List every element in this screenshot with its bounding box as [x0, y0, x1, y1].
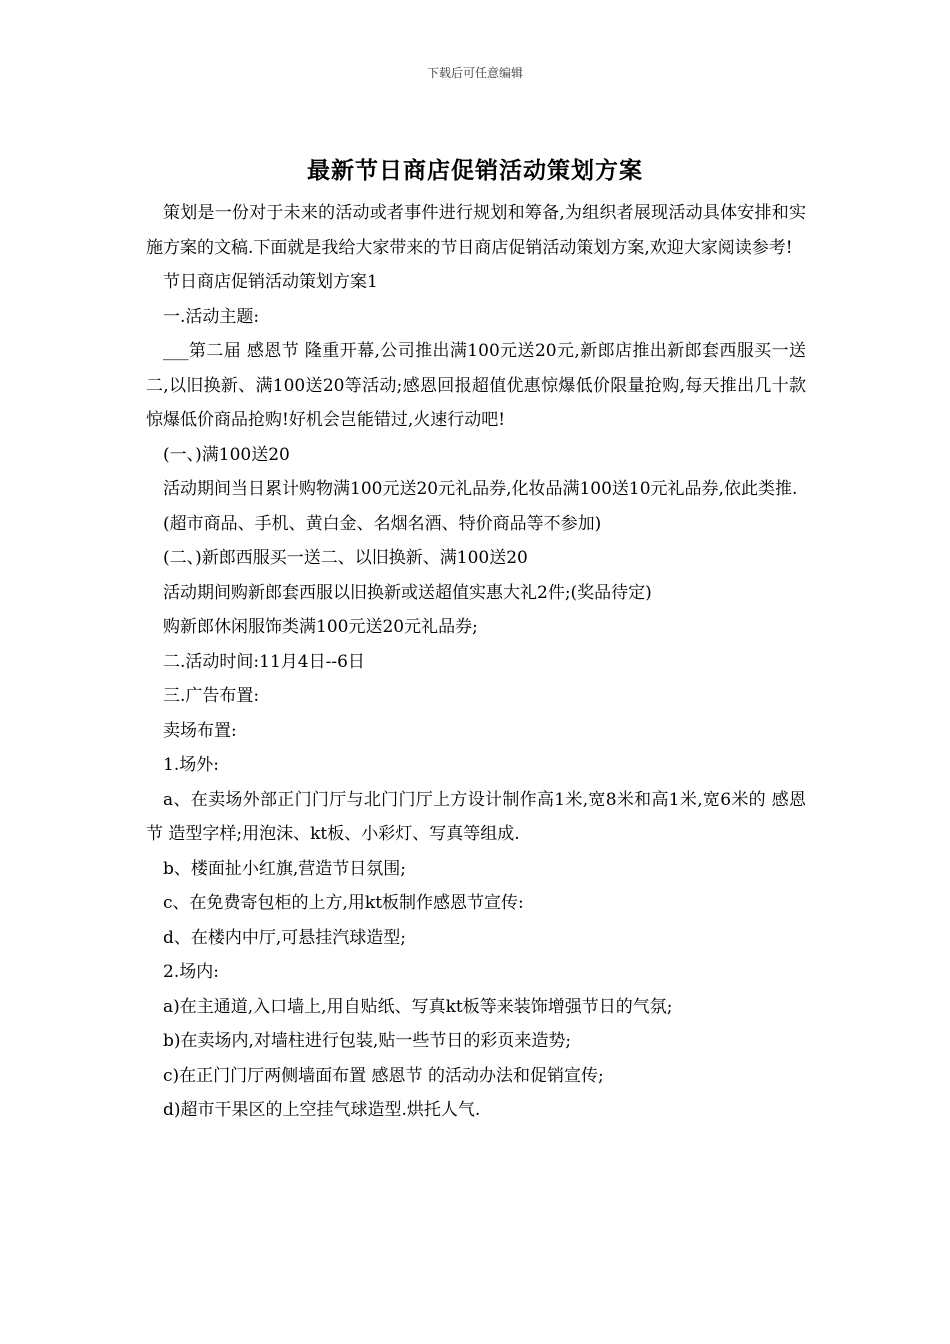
subheading-offer-1: (一、)满100送20 [163, 444, 290, 465]
intro-paragraph: 策划是一份对于未来的活动或者事件进行规划和筹备,为组织者展现活动具体安排和实施方案的文稿.下面就是我给大家带来的节日商店促销活动策划方案,欢迎大家阅读参考! [146, 203, 806, 258]
list-item-indoor-c: c)在正门门厅两侧墙面布置 感恩节 的活动办法和促销宣传; [163, 1065, 604, 1086]
list-item-outdoor-b: b、楼面扯小红旗,营造节日氛围; [163, 858, 407, 879]
list-item-indoor-b: b)在卖场内,对墙柱进行包装,贴一些节日的彩页来造势; [163, 1031, 572, 1051]
paragraph-theme-detail: ___第二届 感恩节 隆重开幕,公司推出满100元送20元,新郎店推出新郎套西服买一送二,以旧换新、满100送20等活动;感恩回报超值优惠惊爆低价限量抢购,每天推出几十款惊爆低价商品抢购!好机会岂能错过,火速行动吧! [146, 341, 806, 430]
list-item-outdoor-d: d、在楼内中厅,可悬挂汽球造型; [163, 927, 407, 948]
page-header-note: 下载后可任意编辑 [426, 66, 523, 80]
paragraph-offer-1-exclusions: (超市商品、手机、黄白金、名烟名酒、特价商品等不参加) [163, 513, 602, 534]
list-item-indoor-a: a)在主通道,入口墙上,用自贴纸、写真kt板等来装饰增强节日的气氛; [163, 996, 673, 1017]
section-heading-plan-1: 节日商店促销活动策划方案1 [163, 272, 378, 292]
heading-activity-time: 二.活动时间:11月4日--6日 [163, 651, 365, 672]
paragraph-offer-2-casual: 购新郎休闲服饰类满100元送20元礼品券; [163, 617, 478, 637]
subheading-indoor: 2.场内: [163, 962, 219, 982]
heading-ad-layout: 三.广告布置: [163, 686, 260, 706]
subheading-store-layout: 卖场布置: [163, 720, 237, 741]
list-item-indoor-d: d)超市干果区的上空挂气球造型.烘托人气. [163, 1100, 481, 1120]
list-item-outdoor-a: a、在卖场外部正门门厅与北门门厅上方设计制作高1米,宽8米和高1米,宽6米的 感恩节 造型字样;用泡沫、kt板、小彩灯、写真等组成. [146, 789, 806, 844]
paragraph-offer-2-detail: 活动期间购新郎套西服以旧换新或送超值实惠大礼2件;(奖品待定) [163, 582, 652, 603]
heading-activity-theme: 一.活动主题: [163, 306, 260, 327]
subheading-offer-2: (二、)新郎西服买一送二、以旧换新、满100送20 [163, 548, 528, 568]
document-title: 最新节日商店促销活动策划方案 [307, 157, 643, 184]
document-body [146, 196, 806, 1128]
paragraph-offer-1-detail: 活动期间当日累计购物满100元送20元礼品券,化妆品满100送10元礼品券,依此类推. [163, 479, 798, 499]
subheading-outdoor: 1.场外: [163, 755, 219, 775]
list-item-outdoor-c: c、在免费寄包柜的上方,用kt板制作感恩节宣传: [163, 893, 524, 913]
